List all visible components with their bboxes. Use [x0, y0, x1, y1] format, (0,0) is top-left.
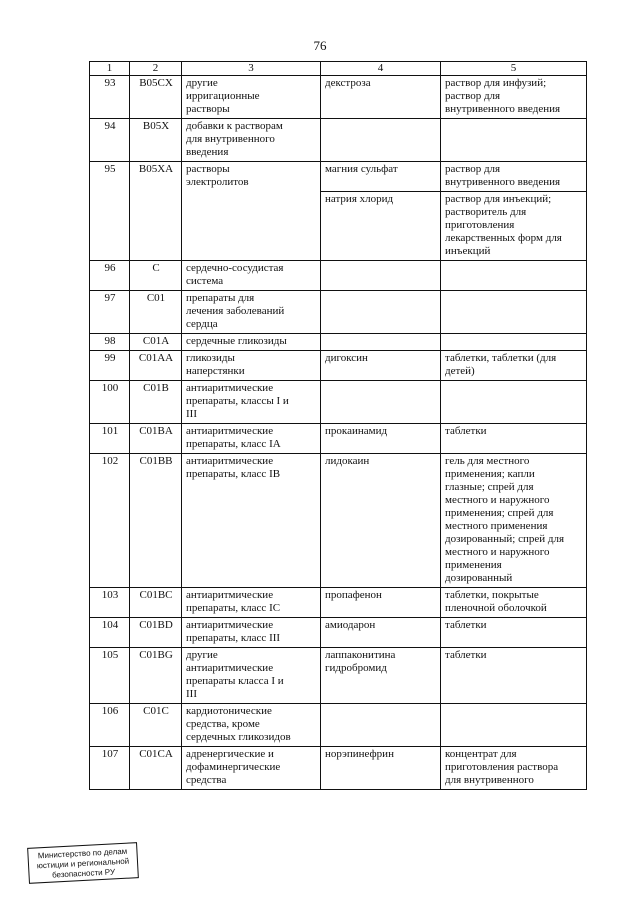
row-number: 106 [90, 704, 130, 747]
group-line: для внутривенного [186, 133, 275, 145]
group-line: наперстянки [186, 365, 245, 377]
atc-group [182, 454, 321, 588]
dosage-form-line: местного и наружного [445, 546, 550, 558]
row-number: 97 [90, 291, 130, 334]
drug-name [321, 648, 441, 704]
column-header: 4 [321, 62, 441, 76]
stamp-line: безопасности РУ [51, 867, 116, 880]
row-number: 105 [90, 648, 130, 704]
atc-group [182, 334, 321, 351]
atc-group [182, 747, 321, 790]
group-line: введения [186, 146, 229, 158]
atc-code: C01B [130, 381, 182, 424]
atc-group [182, 76, 321, 119]
atc-code: C01BC [130, 588, 182, 618]
dosage-form [441, 351, 587, 381]
group-line: электролитов [186, 176, 249, 188]
dosage-form-line: лекарственных форм для [445, 232, 562, 244]
table-row [90, 76, 587, 119]
atc-code: C01BA [130, 424, 182, 454]
table-row [90, 119, 587, 162]
dosage-form-line: приготовления раствора [445, 761, 559, 773]
dosage-form [441, 334, 587, 351]
drug-name-line: лидокаин [325, 455, 370, 467]
group-line: антиаритмические [186, 619, 274, 631]
group-line: сердечные гликозиды [186, 335, 287, 347]
group-line: сердца [186, 318, 218, 330]
table-row [90, 261, 587, 291]
dosage-form-line: таблетки, таблетки (для [445, 352, 557, 364]
dosage-form [441, 119, 587, 162]
group-line: препараты для [186, 292, 255, 304]
group-line: III [186, 408, 197, 420]
atc-group [182, 291, 321, 334]
registration-stamp [27, 842, 139, 884]
group-line: адренергические и [186, 748, 274, 760]
group-line: средства [186, 774, 227, 786]
atc-group [182, 351, 321, 381]
atc-code: B05XA [130, 162, 182, 261]
row-number: 101 [90, 424, 130, 454]
group-line: препараты, класс IA [186, 438, 281, 450]
drug-name [321, 291, 441, 334]
dosage-form-line: таблетки [445, 425, 487, 437]
row-number: 98 [90, 334, 130, 351]
group-line: антиаритмические [186, 425, 274, 437]
dosage-form-line: растворитель для [445, 206, 527, 218]
dosage-form-line: применения; капли [445, 468, 535, 480]
atc-code: C01C [130, 704, 182, 747]
group-line: другие [186, 649, 218, 661]
table-row [90, 588, 587, 618]
drug-name-line: магния сульфат [325, 163, 398, 175]
drug-name [321, 119, 441, 162]
atc-code: B05X [130, 119, 182, 162]
row-number: 96 [90, 261, 130, 291]
dosage-form-line: раствор для инъекций; [445, 193, 552, 205]
stamp-line: юстиции и региональной [36, 856, 130, 871]
group-line: сердечно-сосудистая [186, 262, 284, 274]
group-line: ирригационные [186, 90, 260, 102]
dosage-form-line: применения [445, 559, 502, 571]
group-line: антиаритмические [186, 589, 274, 601]
drug-name [321, 162, 441, 192]
table-row [90, 381, 587, 424]
group-line: антиаритмические [186, 382, 274, 394]
dosage-form-line: внутривенного введения [445, 176, 561, 188]
atc-code: B05CX [130, 76, 182, 119]
dosage-form-line: дозированный; спрей для [445, 533, 565, 545]
row-number: 94 [90, 119, 130, 162]
table-row [90, 162, 587, 192]
page-number: 76 [313, 38, 327, 53]
drug-name-line: лаппаконитина [325, 649, 396, 661]
dosage-form-line: детей) [445, 365, 475, 377]
row-number: 103 [90, 588, 130, 618]
group-line: кардиотонические [186, 705, 272, 717]
dosage-form-line: дозированный [445, 572, 513, 584]
atc-group [182, 119, 321, 162]
dosage-form [441, 291, 587, 334]
column-header: 3 [182, 62, 321, 76]
dosage-form [441, 381, 587, 424]
group-line: добавки к растворам [186, 120, 283, 132]
group-line: лечения заболеваний [186, 305, 285, 317]
atc-code: C01BG [130, 648, 182, 704]
dosage-form-line: местного применения [445, 520, 548, 532]
row-number: 102 [90, 454, 130, 588]
drug-name [321, 588, 441, 618]
drug-name-line: дигоксин [325, 352, 368, 364]
dosage-form [441, 648, 587, 704]
atc-group [182, 261, 321, 291]
dosage-form [441, 618, 587, 648]
drug-name-line: пропафенон [325, 589, 382, 601]
group-line: III [186, 688, 197, 700]
column-header: 5 [441, 62, 587, 76]
drug-name [321, 334, 441, 351]
dosage-form [441, 747, 587, 790]
table-row [90, 704, 587, 747]
dosage-form [441, 454, 587, 588]
atc-group [182, 588, 321, 618]
atc-code: C01BB [130, 454, 182, 588]
drug-name [321, 76, 441, 119]
group-line: препараты, класс IC [186, 602, 281, 614]
dosage-form-line: местного и наружного [445, 494, 550, 506]
group-line: препараты, классы I и [186, 395, 289, 407]
atc-code: C [130, 261, 182, 291]
table-row [90, 747, 587, 790]
group-line: растворы [186, 163, 230, 175]
dosage-form [441, 588, 587, 618]
dosage-form [441, 704, 587, 747]
stamp-line: Министерство по делам [37, 846, 128, 861]
drug-name-line: амиодарон [325, 619, 376, 631]
drug-name [321, 351, 441, 381]
table-row [90, 351, 587, 381]
dosage-form-line: гель для местного [445, 455, 530, 467]
drug-name [321, 381, 441, 424]
dosage-form-line: глазные; спрей для [445, 481, 534, 493]
dosage-form [441, 162, 587, 192]
row-number: 99 [90, 351, 130, 381]
dosage-form-line: раствор для инфузий; [445, 77, 547, 89]
row-number: 104 [90, 618, 130, 648]
drug-list-table [89, 61, 587, 790]
row-number: 93 [90, 76, 130, 119]
header-row [90, 62, 587, 76]
row-number: 95 [90, 162, 130, 261]
drug-name [321, 618, 441, 648]
atc-code: C01BD [130, 618, 182, 648]
atc-code: C01A [130, 334, 182, 351]
atc-group [182, 618, 321, 648]
atc-group [182, 381, 321, 424]
table-row [90, 618, 587, 648]
group-line: препараты, класс III [186, 632, 281, 644]
group-line: гликозиды [186, 352, 235, 364]
drug-name [321, 747, 441, 790]
table-row [90, 424, 587, 454]
atc-group [182, 648, 321, 704]
group-line: растворы [186, 103, 230, 115]
drug-name [321, 192, 441, 261]
dosage-form-line: концентрат для [445, 748, 517, 760]
atc-group [182, 424, 321, 454]
dosage-form [441, 76, 587, 119]
drug-name-line: гидробромид [325, 662, 387, 674]
atc-group [182, 162, 321, 261]
drug-name-line: прокаинамид [325, 425, 388, 437]
atc-code: C01AA [130, 351, 182, 381]
drug-name [321, 704, 441, 747]
dosage-form-line: для внутривенного [445, 774, 534, 786]
table-row [90, 648, 587, 704]
group-line: другие [186, 77, 218, 89]
drug-name [321, 454, 441, 588]
dosage-form-line: пленочной оболочкой [445, 602, 547, 614]
table-row [90, 291, 587, 334]
group-line: сердечных гликозидов [186, 731, 291, 743]
atc-group [182, 704, 321, 747]
dosage-form [441, 261, 587, 291]
dosage-form-line: инъекций [445, 245, 491, 257]
drug-name [321, 261, 441, 291]
drug-name [321, 424, 441, 454]
dosage-form-line: таблетки [445, 649, 487, 661]
group-line: препараты, класс IB [186, 468, 281, 480]
dosage-form-line: приготовления [445, 219, 515, 231]
dosage-form-line: таблетки [445, 619, 487, 631]
dosage-form-line: внутривенного введения [445, 103, 561, 115]
atc-code: C01CA [130, 747, 182, 790]
dosage-form [441, 192, 587, 261]
group-line: система [186, 275, 224, 287]
row-number: 107 [90, 747, 130, 790]
column-header: 2 [130, 62, 182, 76]
dosage-form [441, 424, 587, 454]
dosage-form-line: применения; спрей для [445, 507, 554, 519]
group-line: дофаминергические [186, 761, 281, 773]
dosage-form-line: раствор для [445, 90, 501, 102]
column-header: 1 [90, 62, 130, 76]
group-line: средства, кроме [186, 718, 260, 730]
table-row [90, 334, 587, 351]
drug-name-line: натрия хлорид [325, 193, 394, 205]
group-line: препараты класса I и [186, 675, 284, 687]
group-line: антиаритмические [186, 455, 274, 467]
atc-code: C01 [130, 291, 182, 334]
dosage-form-line: таблетки, покрытые [445, 589, 539, 601]
drug-name-line: норэпинефрин [325, 748, 394, 760]
table-row [90, 454, 587, 588]
dosage-form-line: раствор для [445, 163, 501, 175]
group-line: антиаритмические [186, 662, 274, 674]
drug-name-line: декстроза [325, 77, 371, 89]
row-number: 100 [90, 381, 130, 424]
